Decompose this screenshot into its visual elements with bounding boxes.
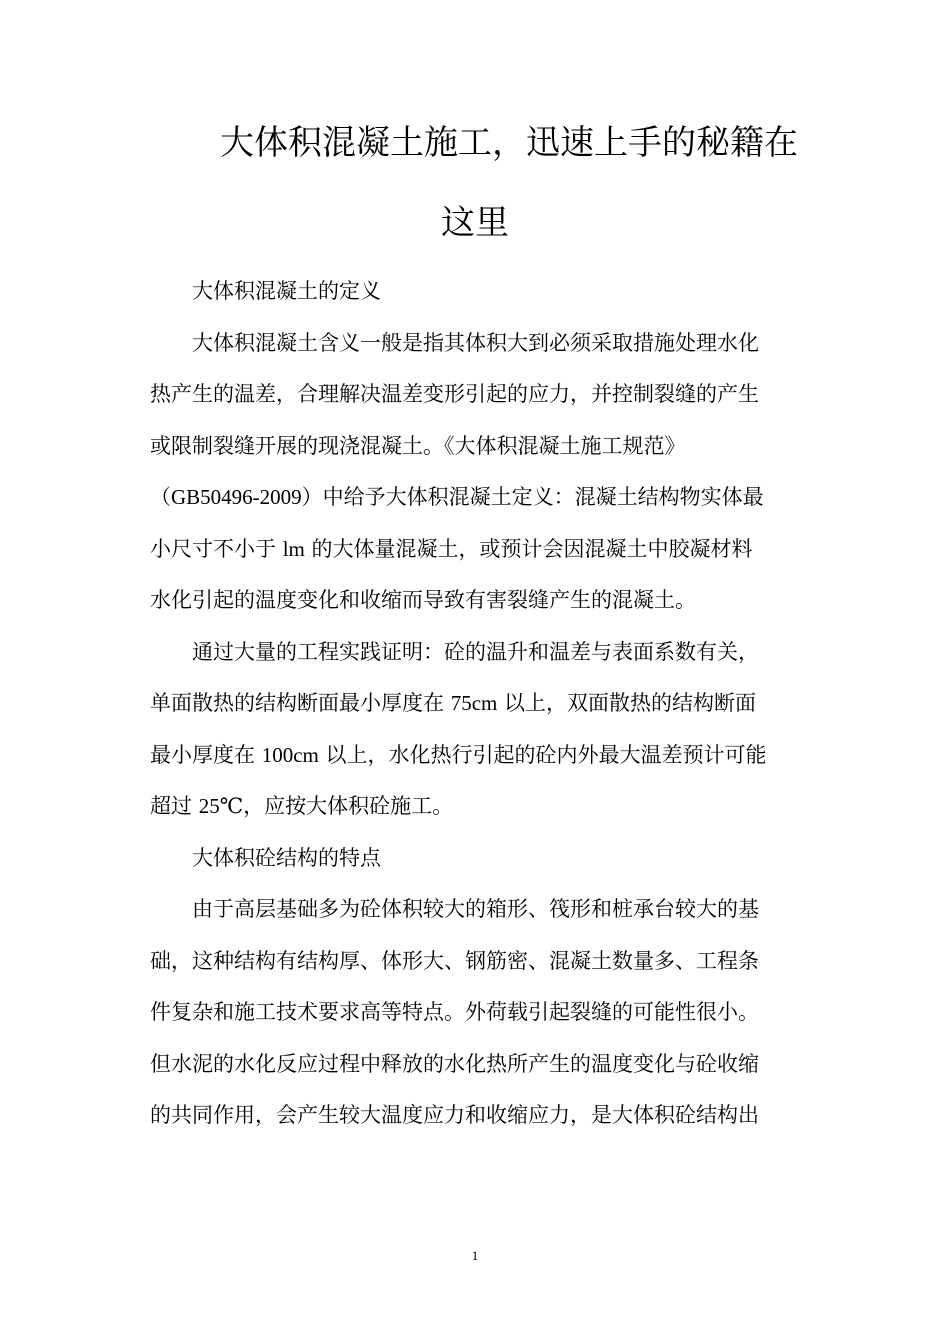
section-heading-definition: 大体积混凝土的定义: [192, 279, 381, 303]
text-run: ）中给予大体积混凝土定义：混凝土结构物实体最: [301, 485, 764, 509]
unit-value: 100cm: [261, 742, 319, 767]
paragraph-practice: [150, 627, 804, 833]
standard-code: GB50496-2009: [171, 485, 302, 509]
text-run: 以上，水化热行引起的砼内外最大温差预计可能: [318, 742, 767, 767]
paragraph-definition: [150, 318, 804, 627]
paragraph-line: 通过大量的工程实践证明：砼的温升和温差与表面系数有关，: [192, 639, 759, 664]
unit-value: lm: [282, 536, 305, 561]
section-heading-characteristics: 大体积砼结构的特点: [192, 845, 381, 870]
page-number: 1: [471, 1248, 479, 1263]
text-run: （: [150, 485, 171, 509]
text-run: 以上，双面散热的结构断面: [497, 691, 757, 715]
text-run: 小尺寸不小于: [150, 536, 283, 561]
paragraph-line: 但水泥的水化反应过程中释放的水化热所产生的温度变化与砼收缩: [150, 1051, 759, 1076]
unit-value: 75cm: [450, 691, 498, 715]
paragraph-line: 件复杂和施工技术要求高等特点。外荷载引起裂缝的可能性很小。: [150, 1000, 759, 1024]
paragraph-line: [150, 472, 804, 524]
text-run: 单面散热的结构断面最小厚度在: [150, 691, 451, 715]
paragraph-line: 由于高层基础多为砼体积较大的箱形、筏形和桩承台较大的基: [192, 897, 759, 921]
paragraph-line: 大体积混凝土含义一般是指其体积大到必须采取措施处理水化: [192, 330, 759, 355]
text-run: 超过: [150, 794, 199, 818]
paragraph-line: 水化引起的温度变化和收缩而导致有害裂缝产生的混凝土。: [150, 588, 696, 612]
paragraph-line: 的共同作用，会产生较大温度应力和收缩应力，是大体积砼结构出: [150, 1103, 759, 1127]
text-run: 的大体量混凝土，或预计会因混凝土中胶凝材料: [304, 536, 753, 561]
title-line-1: 大体积混凝土施工，迅速上手的秘籍在: [220, 123, 798, 163]
paragraph-line: [150, 524, 804, 576]
document-title: [150, 103, 800, 263]
paragraph-line: 或限制裂缝开展的现浇混凝土。《大体积混凝土施工规范》: [150, 433, 686, 458]
paragraph-line: [150, 730, 804, 782]
paragraph-line: 础，这种结构有结构厚、体形大、钢筋密、混凝土数量多、工程条: [150, 948, 759, 973]
paragraph-line: [150, 781, 804, 833]
paragraph-characteristics: [150, 884, 804, 1142]
document-body: [150, 266, 804, 1142]
paragraph-line: 热产生的温差，合理解决温差变形引起的应力，并控制裂缝的产生: [150, 382, 759, 406]
paragraph-line: [150, 678, 804, 730]
unit-value: 25℃: [198, 794, 244, 818]
title-line-2: 这里: [441, 203, 509, 243]
text-run: ，应按大体积砼施工。: [243, 794, 454, 818]
text-run: 最小厚度在: [150, 742, 262, 767]
